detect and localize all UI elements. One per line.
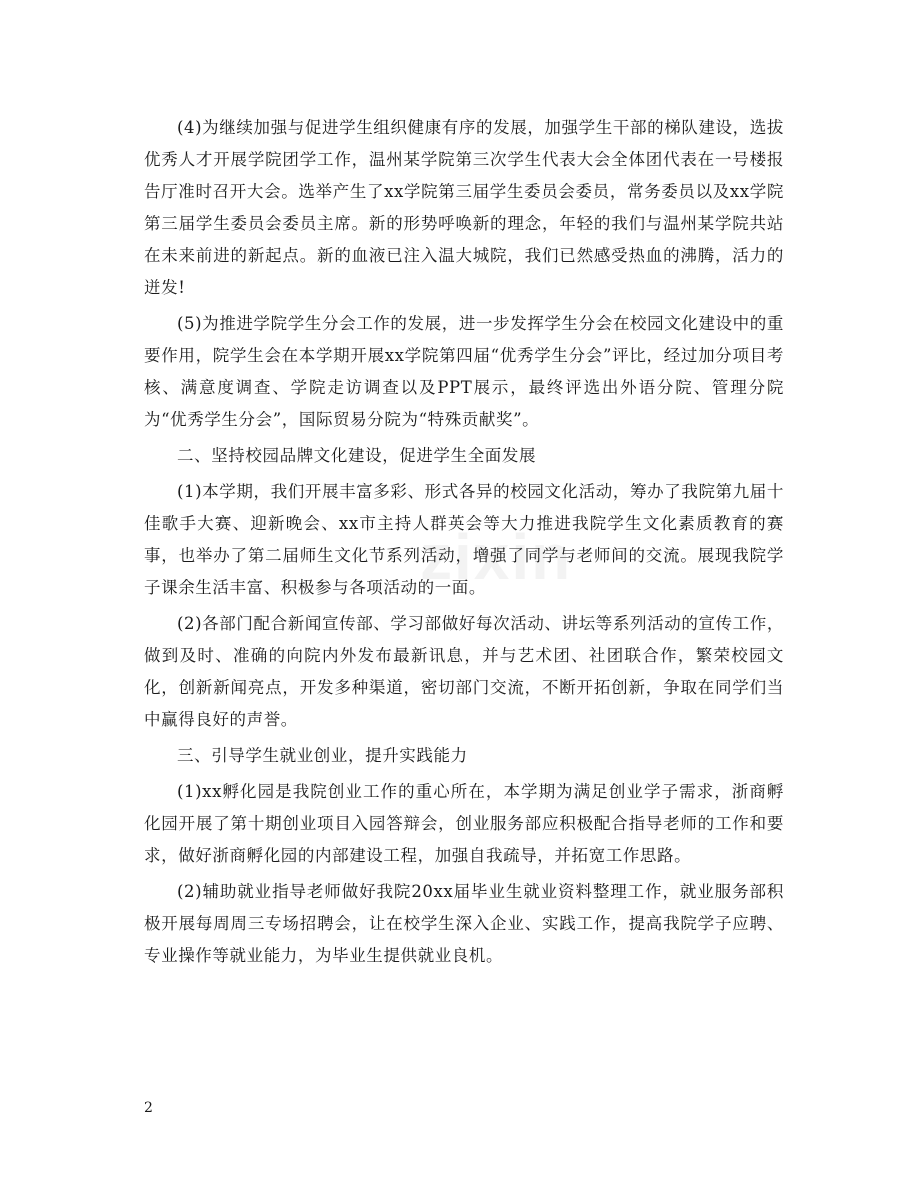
paragraph-culture-2: (2)各部门配合新闻宣传部、学习部做好每次活动、讲坛等系列活动的宣传工作，做到及时、准确的向院内外发布最新讯息，并与艺术团、社团联合作，繁荣校园文化，创新新闻亮点，开发多种渠道，密切部门交流，不断开拓创新，争取在同学们当中赢得良好的声誉。 bbox=[144, 614, 784, 729]
section-heading-3: 三、引导学生就业创业，提升实践能力 bbox=[177, 746, 468, 765]
paragraph-item-5: (5)为推进学院学生分会工作的发展，进一步发挥学生分会在校园文化建设中的重要作用，院学生会在本学期开展xx学院第四届“优秀学生分会”评比，经过加分项目考核、满意度调查、学院走访调查以及PPT展示，最终评选出外语分院、管理分院为“优秀学生分会”，国际贸易分院为“特殊贡献奖”。 bbox=[144, 314, 784, 429]
document-body bbox=[144, 112, 784, 976]
paragraph-employment-1: (1)xx孵化园是我院创业工作的重心所在，本学期为满足创业学子需求，浙商孵化园开展了第十期创业项目入园答辩会，创业服务部应积极配合指导老师的工作和要求，做好浙商孵化园的内部建设工程，加强自我疏导，并拓宽工作思路。 bbox=[144, 782, 784, 865]
paragraph-item-4: (4)为继续加强与促进学生组织健康有序的发展，加强学生干部的梯队建设，选拔优秀人才开展学院团学工作，温州某学院第三次学生代表大会全体团代表在一号楼报告厅准时召开大会。选举产生了xx学院第三届学生委员会委员，常务委员以及xx学院第三届学生委员会委员主席。新的形势呼唤新的理念，年轻的我们与温州某学院共站在未来前进的新起点。新的血液已注入温大城院，我们已然感受热血的沸腾，活力的迸发! bbox=[144, 118, 784, 297]
watermark-text: zixin bbox=[420, 521, 573, 593]
paragraph-culture-1: (1)本学期，我们开展丰富多彩、形式各异的校园文化活动，筹办了我院第九届十佳歌手大赛、迎新晚会、xx市主持人群英会等大力推进我院学生文化素质教育的赛事，也举办了第二届师生文化节系列活动，增强了同学与老师间的交流。展现我院学子课余生活丰富、积极参与各项活动的一面。 bbox=[144, 482, 784, 597]
page-number: 2 bbox=[144, 1100, 153, 1116]
paragraph-employment-2: (2)辅助就业指导老师做好我院20xx届毕业生就业资料整理工作，就业服务部积极开展每周周三专场招聘会，让在校学生深入企业、实践工作，提高我院学子应聘、专业操作等就业能力，为毕业生提供就业良机。 bbox=[144, 882, 784, 965]
section-heading-2: 二、坚持校园品牌文化建设，促进学生全面发展 bbox=[177, 446, 537, 465]
